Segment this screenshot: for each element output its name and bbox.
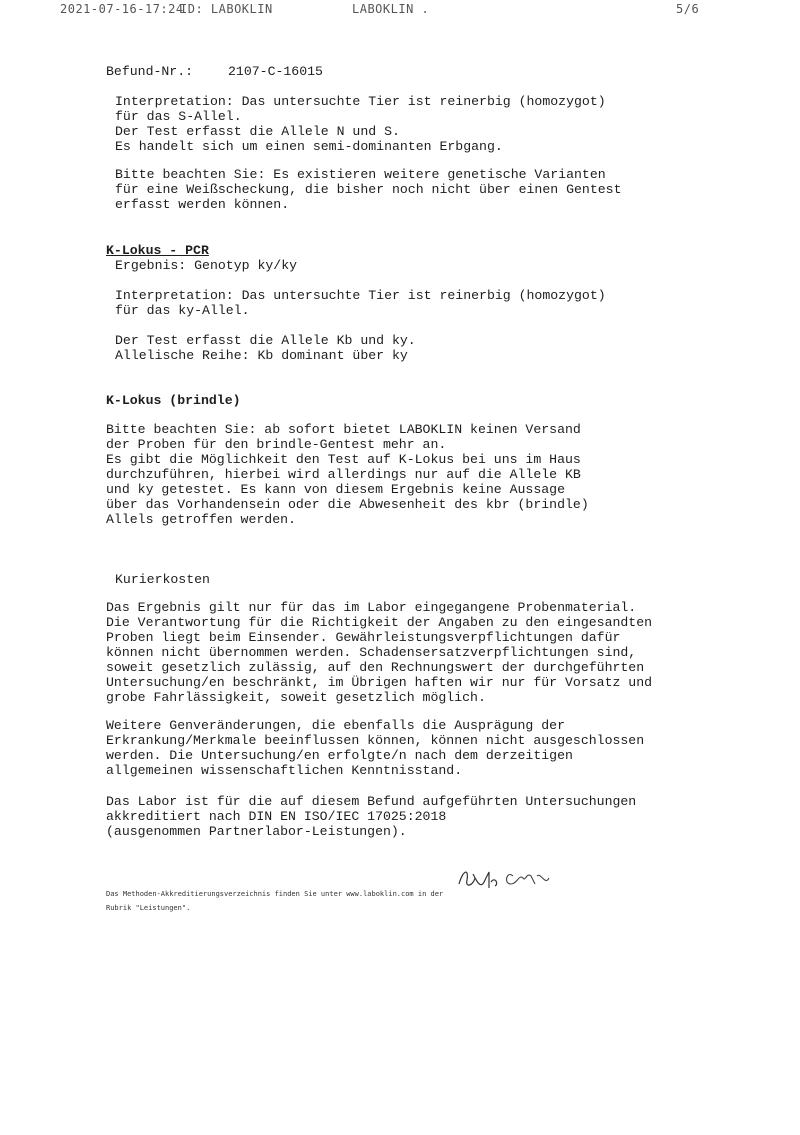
signature-image bbox=[455, 862, 560, 896]
disclaimer-line: Proben liegt beim Einsender. Gewährleistungsverpflichtungen dafür bbox=[106, 630, 621, 645]
k-brindle-line: und ky getestet. Es kann von diesem Ergebnis keine Aussage bbox=[106, 482, 565, 497]
s-note-line: erfasst werden können. bbox=[115, 197, 290, 212]
akkreditierung-line: Das Labor ist für die auf diesem Befund aufgeführten Untersuchungen bbox=[106, 794, 637, 809]
k-pcr-test: Der Test erfasst die Allele Kb und ky. bbox=[115, 333, 416, 348]
disclaimer-line: grobe Fahrlässigkeit, soweit gesetzlich möglich. bbox=[106, 690, 486, 705]
k-pcr-interpretation: für das ky-Allel. bbox=[115, 303, 250, 318]
s-note-line: Bitte beachten Sie: Es existieren weitere genetische Varianten bbox=[115, 167, 606, 182]
fax-page: 5/6 bbox=[676, 2, 700, 16]
k-pcr-test: Allelische Reihe: Kb dominant über ky bbox=[115, 348, 408, 363]
disclaimer-line: Das Ergebnis gilt nur für das im Labor eingegangene Probenmaterial. bbox=[106, 600, 637, 615]
k-brindle-line: der Proben für den brindle-Gentest mehr an. bbox=[106, 437, 447, 452]
k-pcr-interpretation: Interpretation: Das untersuchte Tier ist reinerbig (homozygot) bbox=[115, 288, 606, 303]
s-locus-line: Der Test erfasst die Allele N und S. bbox=[115, 124, 400, 139]
genveraenderung-line: werden. Die Untersuchung/en erfolgte/n nach dem derzeitigen bbox=[106, 748, 573, 763]
disclaimer-line: Untersuchung/en beschränkt, im Übrigen haften wir nur für Vorsatz und bbox=[106, 675, 653, 690]
k-brindle-line: durchzuführen, hierbei wird allerdings nur auf die Allele KB bbox=[106, 467, 581, 482]
s-note-line: für eine Weißscheckung, die bisher noch nicht über einen Gentest bbox=[115, 182, 622, 197]
disclaimer-line: können nicht übernommen werden. Schadensersatzverpflichtungen sind, bbox=[106, 645, 637, 660]
s-locus-line: Interpretation: Das untersuchte Tier ist reinerbig (homozygot) bbox=[115, 94, 606, 109]
k-brindle-line: Bitte beachten Sie: ab sofort bietet LABOKLIN keinen Versand bbox=[106, 422, 581, 437]
k-brindle-line: Es gibt die Möglichkeit den Test auf K-Lokus bei uns im Haus bbox=[106, 452, 581, 467]
fax-date: 2021-07-16-17:24 bbox=[60, 2, 184, 16]
k-brindle-line: Allels getroffen werden. bbox=[106, 512, 296, 527]
genveraenderung-line: Weitere Genveränderungen, die ebenfalls die Ausprägung der bbox=[106, 718, 565, 733]
footer-line: Das Methoden-Akkreditierungsverzeichnis finden Sie unter www.laboklin.com in der bbox=[106, 890, 444, 898]
akkreditierung-line: akkreditiert nach DIN EN ISO/IEC 17025:2018 bbox=[106, 809, 447, 824]
disclaimer-line: soweit gesetzlich zulässig, auf den Rechnungswert der durchgeführten bbox=[106, 660, 645, 675]
k-brindle-line: über das Vorhandensein oder die Abwesenheit des kbr (brindle) bbox=[106, 497, 589, 512]
befund-label: Befund-Nr.: bbox=[106, 64, 194, 79]
k-pcr-title: K-Lokus - PCR bbox=[106, 243, 209, 258]
genveraenderung-line: allgemeinen wissenschaftlichen Kenntnisstand. bbox=[106, 763, 463, 778]
k-pcr-result: Ergebnis: Genotyp ky/ky bbox=[115, 258, 298, 273]
genveraenderung-line: Erkrankung/Merkmale beeinflussen können, können nicht ausgeschlossen bbox=[106, 733, 645, 748]
k-brindle-title: K-Lokus (brindle) bbox=[106, 393, 241, 408]
s-locus-line: für das S-Allel. bbox=[115, 109, 242, 124]
s-locus-line: Es handelt sich um einen semi-dominanten Erbgang. bbox=[115, 139, 503, 154]
disclaimer-line: Die Verantwortung für die Richtigkeit der Angaben zu den eingesandten bbox=[106, 615, 653, 630]
kurier-heading: Kurierkosten bbox=[115, 572, 210, 587]
fax-id: ID: LABOKLIN bbox=[180, 2, 273, 16]
footer-line: Rubrik "Leistungen". bbox=[106, 904, 191, 912]
akkreditierung-line: (ausgenommen Partnerlabor-Leistungen). bbox=[106, 824, 407, 839]
fax-name: LABOKLIN . bbox=[352, 2, 430, 16]
befund-number: 2107-C-16015 bbox=[228, 64, 323, 79]
